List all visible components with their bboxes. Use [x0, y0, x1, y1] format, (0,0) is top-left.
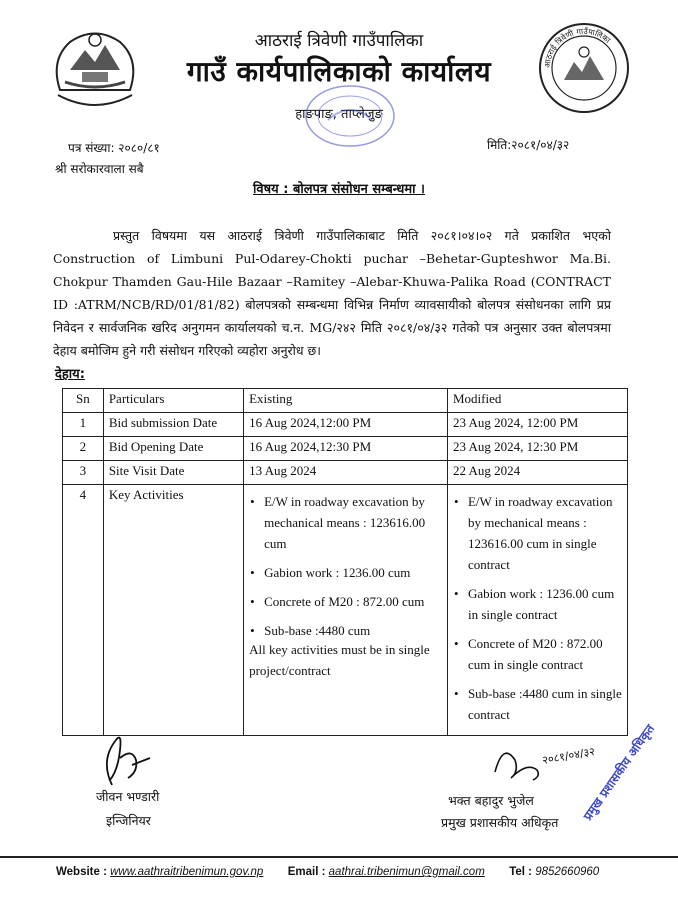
list-item: • Gabion work : 1236.00 cum	[264, 562, 442, 583]
table-header-row	[63, 389, 628, 413]
list-item: • Concrete of M20 : 872.00 cum in single contract	[468, 633, 622, 675]
row-existing-activities	[244, 485, 448, 736]
recipient: श्री सरोकारवाला सबै	[55, 162, 144, 176]
website-label: Website :	[56, 866, 107, 878]
municipality-name: आठराई त्रिवेणी गाउँपालिका	[254, 31, 424, 51]
list-item: • E/W in roadway excavation by mechanical means : 123616.00 cum in single contract	[468, 491, 622, 575]
row-existing: 16 Aug 2024,12:00 PM	[244, 413, 448, 437]
list-item: • Sub-base :4480 cum	[264, 620, 442, 641]
seal-text: आठराई त्रिवेणी गाउँपालिका	[542, 26, 612, 69]
row-particular: Key Activities	[103, 485, 243, 736]
letter-date: मिति:२०८१/०४/३२	[487, 138, 570, 152]
cao-stamp-text: प्रमुख प्रशासकीय अधिकृत	[580, 721, 658, 823]
row-modified: 22 Aug 2024	[447, 461, 627, 485]
header-modified: Modified	[447, 389, 627, 413]
list-heading: देहाय:	[55, 367, 85, 382]
subject-line	[0, 179, 678, 197]
website-link[interactable]: www.aathraitribenimun.gov.np	[110, 866, 264, 878]
table-row	[63, 461, 628, 485]
row-modified: 23 Aug 2024, 12:30 PM	[447, 437, 627, 461]
list-item: • Concrete of M20 : 872.00 cum	[264, 591, 442, 612]
svg-text:आठराई त्रिवेणी गाउँपालिका	[543, 26, 613, 68]
body-paragraph: प्रस्तुत विषयमा यस आठराई त्रिवेणी गाउँपालिकाबाट मिति २०८१।०४।०२ गते प्रकाशित भएको Construction of Limbuni Pul-Odarey-Chokti puchar –Behetar-Gupteshwor Ma.Bi. Chokpur Thamden Gau-Hile Bazaar –Ramitey –Alebar-Khuwa-Palika Road (CONTRACT ID :ATRM/NCB/RD/01/81/82) बोलपत्रको सम्बन्धमा विभिन्न निर्माण व्यावसायीको बोलपत्र संसोधनका लागि प्रप्र निवेदन र सार्वजनिक खरिद अनुगमन कार्यालयको च.न. MG/२४२ मिति २०८१/०४/३२ गतेको पत्र अनुसार उक्त बोलपत्रमा देहाय बमोजिम हुने गरी संसोधन गरिएको व्यहोरा अनुरोध छ।	[53, 228, 611, 358]
row-sn: 2	[63, 437, 104, 461]
row-particular: Site Visit Date	[103, 461, 243, 485]
engineer-title: इन्जिनियर	[106, 813, 151, 828]
modified-activity-list	[453, 491, 622, 725]
office-stamp-icon	[300, 80, 400, 152]
handwritten-date: २०८१/०४/३२	[541, 744, 596, 767]
tel-number: 9852660960	[535, 866, 600, 878]
amendment-table	[62, 388, 628, 736]
subject-label: विषय :	[253, 182, 289, 197]
engineer-name: जीवन भण्डारी	[96, 789, 160, 804]
row-modified: 23 Aug 2024, 12:00 PM	[447, 413, 627, 437]
row-sn: 4	[63, 485, 104, 736]
row-sn: 1	[63, 413, 104, 437]
subject-text: बोलपत्र संसोधन सम्बन्धमा ।	[292, 182, 425, 197]
table-row	[63, 413, 628, 437]
tel-label: Tel :	[509, 866, 532, 878]
letter-body	[53, 224, 611, 362]
cao-stamp	[558, 721, 658, 823]
cao-title: प्रमुख प्रशासकीय अधिकृत	[441, 815, 559, 830]
row-existing: 13 Aug 2024	[244, 461, 448, 485]
footer-divider	[0, 856, 678, 858]
row-particular: Bid submission Date	[103, 413, 243, 437]
table-row	[63, 437, 628, 461]
row-modified-activities	[447, 485, 627, 736]
header-particulars: Particulars	[103, 389, 243, 413]
office-location: हाङपाङ, ताप्लेजुङ	[295, 107, 383, 122]
list-item: • Gabion work : 1236.00 cum in single contract	[468, 583, 622, 625]
existing-activity-list	[249, 491, 442, 641]
cao-name: भक्त बहादुर भुजेल	[448, 793, 534, 808]
row-existing: 16 Aug 2024,12:30 PM	[244, 437, 448, 461]
row-particular: Bid Opening Date	[103, 437, 243, 461]
header-existing: Existing	[244, 389, 448, 413]
row-sn: 3	[63, 461, 104, 485]
table-row-activities	[63, 485, 628, 736]
municipality-seal-icon	[538, 22, 630, 114]
office-title: गाउँ कार्यपालिकाको कार्यालय	[186, 55, 492, 88]
list-item: • E/W in roadway excavation by mechanical means : 123616.00 cum	[264, 491, 442, 554]
footer	[56, 866, 656, 878]
reference-number: पत्र संख्या: २०८०/८१	[68, 141, 160, 155]
engineer-signature-icon	[92, 730, 162, 790]
email-label: Email :	[287, 866, 326, 878]
existing-note: All key activities must be in single project/contract	[249, 642, 430, 678]
email-link[interactable]: aathrai.tribenimun@gmail.com	[328, 866, 485, 878]
list-item: • Sub-base :4480 cum in single contract	[468, 683, 622, 725]
header-sn: Sn	[63, 389, 104, 413]
